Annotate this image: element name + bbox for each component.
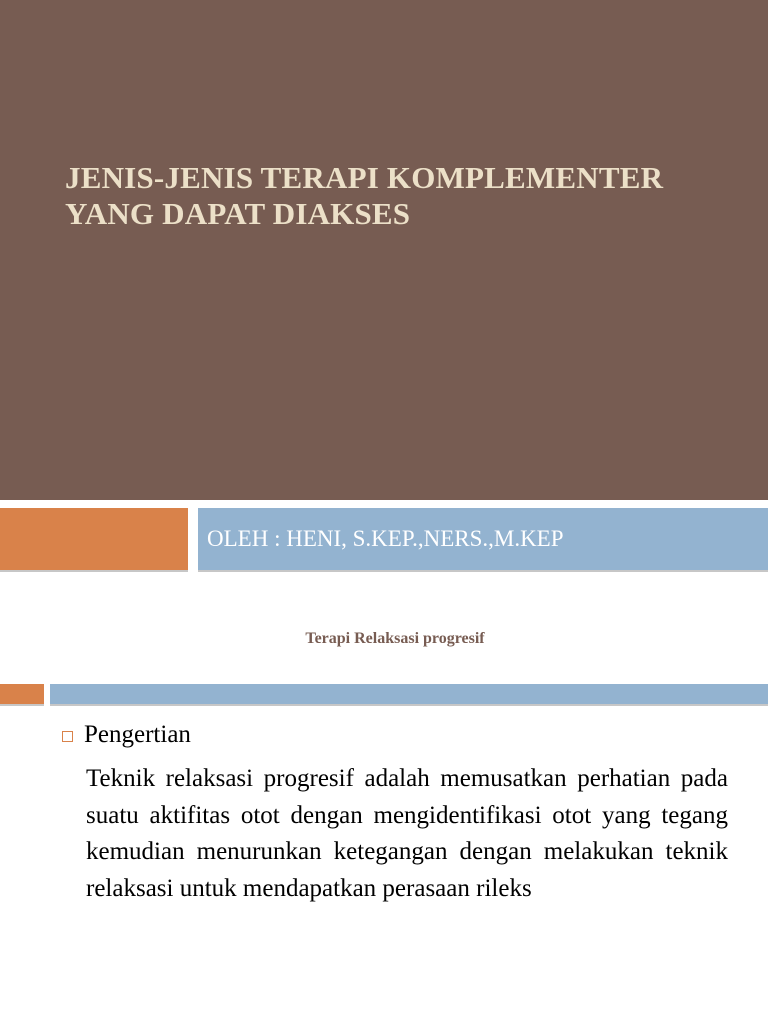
- hollow-square-bullet-icon: [62, 731, 73, 742]
- accent-bar-orange-small: [0, 684, 44, 706]
- bullet-item: [62, 718, 191, 752]
- slide-title: [65, 160, 745, 232]
- definition-paragraph: Teknik relaksasi progresif adalah memusatkan perhatian pada suatu aktifitas otot dengan mengidentifikasi otot yang tegang kemudian menurunkan ketegangan dengan melakukan teknik relaksasi untuk mendapatkan perasaan rileks: [86, 765, 728, 902]
- title-panel: [0, 0, 768, 500]
- accent-bar-orange: [0, 508, 188, 572]
- accent-bar-blue-small: [50, 684, 768, 706]
- section-title: Terapi Relaksasi progresif: [305, 630, 485, 647]
- slide-title-line-2: YANG DAPAT DIAKSES: [65, 196, 411, 231]
- bullet-label: Pengertian: [84, 721, 191, 748]
- slide-title-line-1: JENIS-JENIS TERAPI KOMPLEMENTER: [65, 160, 664, 195]
- author-subtitle: OLEH : HENI, S.KEP.,NERS.,M.KEP: [207, 526, 564, 551]
